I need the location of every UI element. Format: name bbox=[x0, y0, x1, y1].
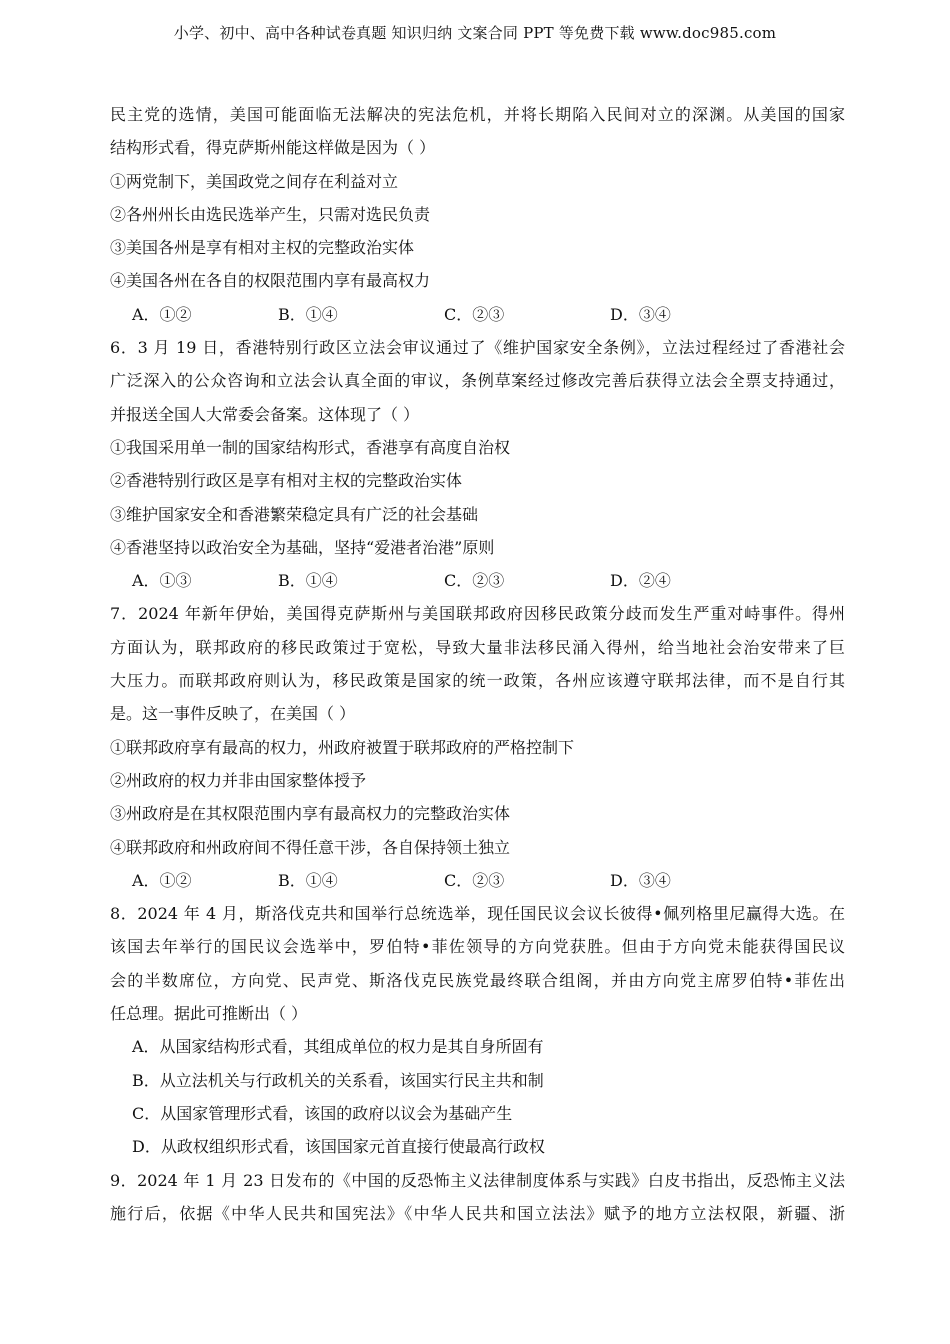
question-stem-line: 施行后，依据《中华人民共和国宪法》《中华人民共和国立法法》赋予的地方立法权限，新疆、浙 bbox=[110, 1203, 845, 1223]
statement-item: ③美国各州是享有相对主权的完整政治实体 bbox=[110, 238, 415, 258]
answer-options-row bbox=[110, 564, 845, 597]
question-5 bbox=[110, 98, 845, 331]
answer-option-b: B．①④ bbox=[278, 304, 338, 324]
question-stem-line: 结构形式看，得克萨斯州能这样做是因为（ ） bbox=[110, 138, 436, 158]
answer-option-a: A．①③ bbox=[132, 571, 192, 591]
question-stem-line: 民主党的选情，美国可能面临无法解决的宪法危机，并将长期陷入民间对立的深渊。从美国的国家 bbox=[110, 105, 845, 124]
answer-option-c: C．②③ bbox=[444, 571, 505, 591]
question-stem-line: 大压力。而联邦政府则认为，移民政策是国家的统一政策，各州应该遵守联邦法律，而不是自行其 bbox=[110, 671, 845, 691]
question-stem-line: 会的半数席位，方向党、民声党、斯洛伐克民族党最终联合组阁，并由方向党主席罗伯特•菲佐出 bbox=[110, 970, 845, 990]
statement-item: ①联邦政府享有最高的权力，州政府被置于联邦政府的严格控制下 bbox=[110, 737, 575, 757]
answer-choice-b: B．从立法机关与行政机关的关系看，该国实行民主共和制 bbox=[132, 1070, 544, 1090]
answer-option-d: D．③④ bbox=[610, 304, 671, 324]
exam-content bbox=[110, 98, 845, 1230]
answer-option-c: C．②③ bbox=[444, 870, 505, 890]
answer-option-c: C．②③ bbox=[444, 304, 505, 324]
statement-item: ④香港坚持以政治安全为基础，坚持“爱港者治港”原则 bbox=[110, 537, 495, 557]
question-stem-line: 6．3 月 19 日，香港特别行政区立法会审议通过了《维护国家安全条例》，立法过程经过了香港社会 bbox=[110, 338, 845, 358]
question-8 bbox=[110, 897, 845, 1163]
question-stem-line: 方面认为，联邦政府的移民政策过于宽松，导致大量非法移民涌入得州，给当地社会治安带来了巨 bbox=[110, 637, 845, 657]
statement-item: ③维护国家安全和香港繁荣稳定具有广泛的社会基础 bbox=[110, 504, 479, 524]
answer-option-a: A．①② bbox=[132, 870, 192, 890]
question-stem-line: 广泛深入的公众咨询和立法会认真全面的审议，条例草案经过修改完善后获得立法会全票支持通过， bbox=[110, 371, 845, 391]
answer-option-a: A．①② bbox=[132, 304, 192, 324]
question-9 bbox=[110, 1164, 845, 1231]
question-stem-line: 8．2024 年 4 月，斯洛伐克共和国举行总统选举，现任国民议会议长彼得•佩列格里尼赢得大选。在 bbox=[110, 904, 845, 924]
answer-choice-a: A．从国家结构形式看，其组成单位的权力是其自身所固有 bbox=[132, 1037, 544, 1057]
answer-option-b: B．①④ bbox=[278, 870, 338, 890]
answer-options-row bbox=[110, 298, 845, 331]
statement-item: ②各州州长由选民选举产生，只需对选民负责 bbox=[110, 204, 431, 224]
question-stem-line: 是。这一事件反映了，在美国（ ） bbox=[110, 704, 356, 724]
statement-item: ①我国采用单一制的国家结构形式，香港享有高度自治权 bbox=[110, 437, 511, 457]
question-stem-line: 该国去年举行的国民议会选举中，罗伯特•菲佐领导的方向党获胜。但由于方向党未能获得国民议 bbox=[110, 937, 845, 957]
question-7 bbox=[110, 597, 845, 897]
answer-option-d: D．③④ bbox=[610, 870, 671, 890]
question-stem-line: 任总理。据此可推断出（ ） bbox=[110, 1004, 308, 1024]
statement-item: ②州政府的权力并非由国家整体授予 bbox=[110, 770, 367, 790]
question-stem-line: 7．2024 年新年伊始，美国得克萨斯州与美国联邦政府因移民政策分歧而发生严重对峙事件。得州 bbox=[110, 604, 845, 624]
answer-choice-c: C．从国家管理形式看，该国的政府以议会为基础产生 bbox=[132, 1103, 513, 1123]
answer-option-b: B．①④ bbox=[278, 571, 338, 591]
statement-item: ③州政府是在其权限范围内享有最高权力的完整政治实体 bbox=[110, 804, 511, 824]
statement-item: ④联邦政府和州政府间不得任意干涉，各自保持领土独立 bbox=[110, 837, 511, 857]
question-stem-line: 9．2024 年 1 月 23 日发布的《中国的反恐怖主义法律制度体系与实践》白皮书指出，反恐怖主义法 bbox=[110, 1170, 845, 1190]
statement-item: ①两党制下，美国政党之间存在利益对立 bbox=[110, 171, 399, 191]
page-header-banner: 小学、初中、高中各种试卷真题 知识归纳 文案合同 PPT 等免费下载 www.doc985.com bbox=[173, 24, 777, 42]
question-stem-line: 并报送全国人大常委会备案。这体现了（ ） bbox=[110, 404, 420, 424]
answer-options-row bbox=[110, 864, 845, 897]
answer-option-d: D．②④ bbox=[610, 571, 671, 591]
question-6 bbox=[110, 331, 845, 597]
statement-item: ②香港特别行政区是享有相对主权的完整政治实体 bbox=[110, 471, 463, 491]
answer-choice-d: D．从政权组织形式看，该国国家元首直接行使最高行政权 bbox=[132, 1137, 545, 1157]
statement-item: ④美国各州在各自的权限范围内享有最高权力 bbox=[110, 271, 431, 291]
